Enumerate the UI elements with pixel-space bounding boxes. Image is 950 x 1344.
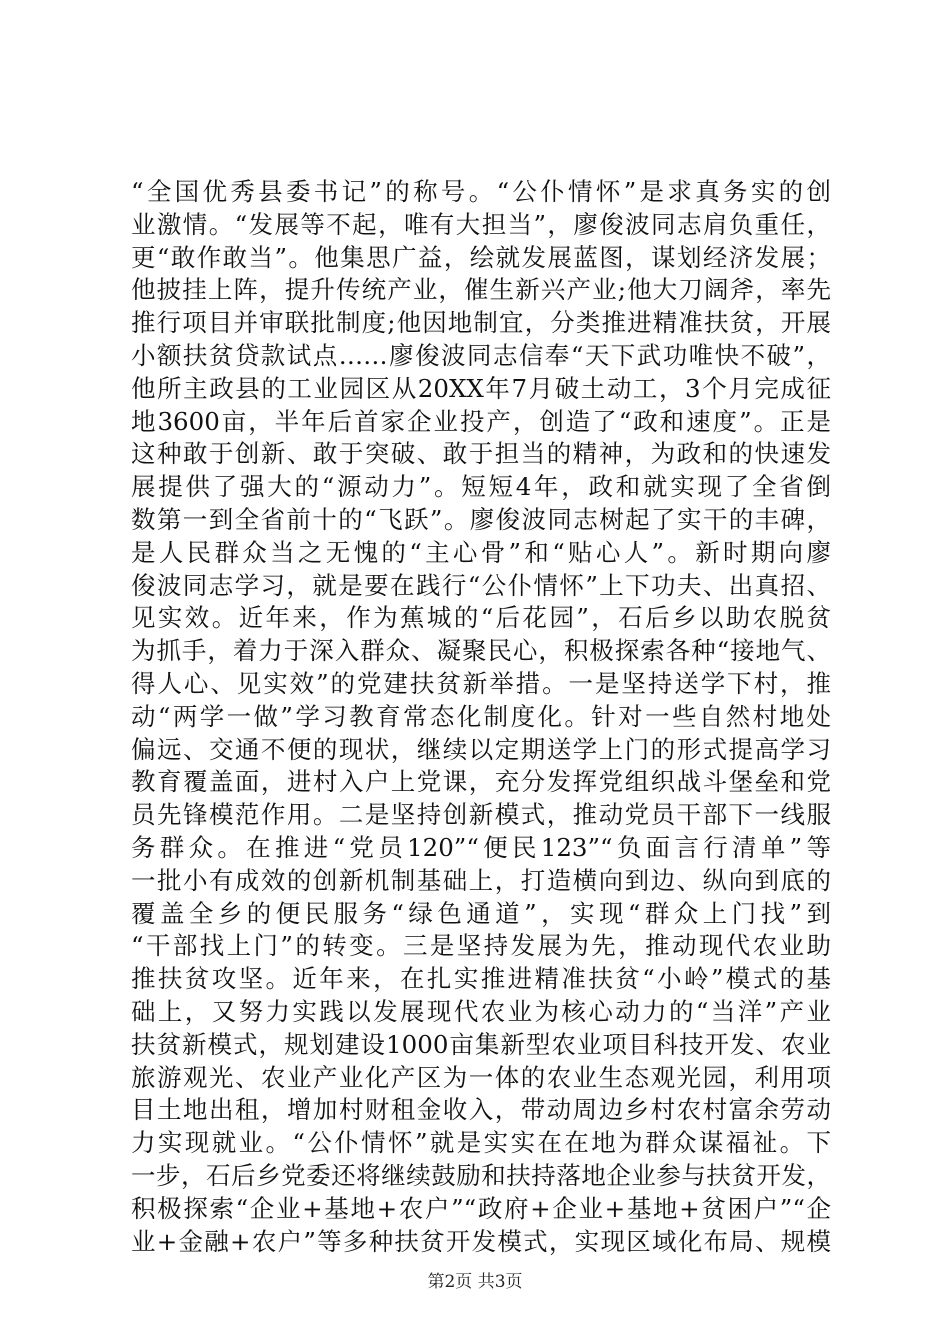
text-line: 一步，石后乡党委还将继续鼓励和扶持落地企业参与扶贫开发， (131, 1160, 831, 1190)
text-line: 力实现就业。“公仆情怀”就是实实在在地为群众谋福祉。下 (131, 1128, 831, 1158)
text-line: 扶贫新模式，规划建设1000亩集新型农业项目科技开发、农业 (131, 1029, 831, 1059)
text-line: 展提供了强大的“源动力”。短短4年，政和就实现了全省倒 (131, 472, 831, 502)
text-line: “全国优秀县委书记”的称号。“公仆情怀”是求真务实的创 (131, 177, 831, 206)
text-line: 更“敢作敢当”。他集思广益，绘就发展蓝图，谋划经济发展； (131, 242, 831, 272)
text-line: 他所主政县的工业园区从20XX年7月破土动工，3个月完成征 (131, 373, 831, 403)
text-line: 员先锋模范作用。二是坚持创新模式，推动党员干部下一线服 (131, 800, 831, 830)
text-line: 业+金融+农户”等多种扶贫开发模式，实现区域化布局、规模 (131, 1226, 831, 1256)
text-line: 他披挂上阵，提升传统产业，催生新兴产业;他大刀阔斧，率先 (131, 275, 831, 305)
text-line: 见实效。近年来，作为蕉城的“后花园”，石后乡以助农脱贫 (131, 603, 831, 633)
text-line: 小额扶贫贷款试点……廖俊波同志信奉“天下武功唯快不破”， (131, 340, 831, 370)
text-line: 础上，又努力实践以发展现代农业为核心动力的“当洋”产业 (131, 996, 831, 1026)
text-line: 这种敢于创新、敢于突破、敢于担当的精神，为政和的快速发 (131, 439, 831, 469)
text-line: 数第一到全省前十的“飞跃”。廖俊波同志树起了实干的丰碑， (131, 504, 831, 534)
text-line: 是人民群众当之无愧的“主心骨”和“贴心人”。新时期向廖 (131, 537, 831, 567)
text-line: 务群众。在推进“党员120”“便民123”“负面言行清单”等 (131, 832, 831, 862)
text-line: 得人心、见实效”的党建扶贫新举措。一是坚持送学下村，推 (131, 668, 831, 698)
text-line: 推扶贫攻坚。近年来，在扎实推进精准扶贫“小岭”模式的基 (131, 964, 831, 994)
text-line: 为抓手，着力于深入群众、凝聚民心，积极探索各种“接地气、 (131, 636, 831, 666)
text-line: 业激情。“发展等不起，唯有大担当”，廖俊波同志肩负重任， (131, 209, 831, 239)
body-text (131, 176, 831, 1258)
text-line: 一批小有成效的创新机制基础上，打造横向到边、纵向到底的 (131, 865, 831, 895)
text-line: 覆盖全乡的便民服务“绿色通道”，实现“群众上门找”到 (131, 898, 831, 928)
text-line: 教育覆盖面，进村入户上党课，充分发挥党组织战斗堡垒和党 (131, 767, 831, 797)
text-line: “干部找上门”的转变。三是坚持发展为先，推动现代农业助 (131, 931, 831, 961)
text-line: 目土地出租，增加村财租金收入，带动周边乡村农村富余劳动 (131, 1095, 831, 1125)
text-line: 旅游观光、农业产业化产区为一体的农业生态观光园，利用项 (131, 1062, 831, 1092)
text-line: 偏远、交通不便的现状，继续以定期送学上门的形式提高学习 (131, 734, 831, 764)
text-line: 动“两学一做”学习教育常态化制度化。针对一些自然村地处 (131, 701, 831, 731)
page-number-label: 第2页 共3页 (427, 1272, 523, 1292)
page-footer (0, 1267, 950, 1292)
text-line: 推行项目并审联批制度;他因地制宜，分类推进精准扶贫，开展 (131, 308, 831, 338)
text-line: 地3600亩，半年后首家企业投产，创造了“政和速度”。正是 (131, 406, 831, 436)
text-line: 俊波同志学习，就是要在践行“公仆情怀”上下功夫、出真招、 (131, 570, 831, 600)
text-line: 积极探索“企业+基地+农户”“政府+企业+基地+贫困户”“企 (131, 1193, 831, 1223)
